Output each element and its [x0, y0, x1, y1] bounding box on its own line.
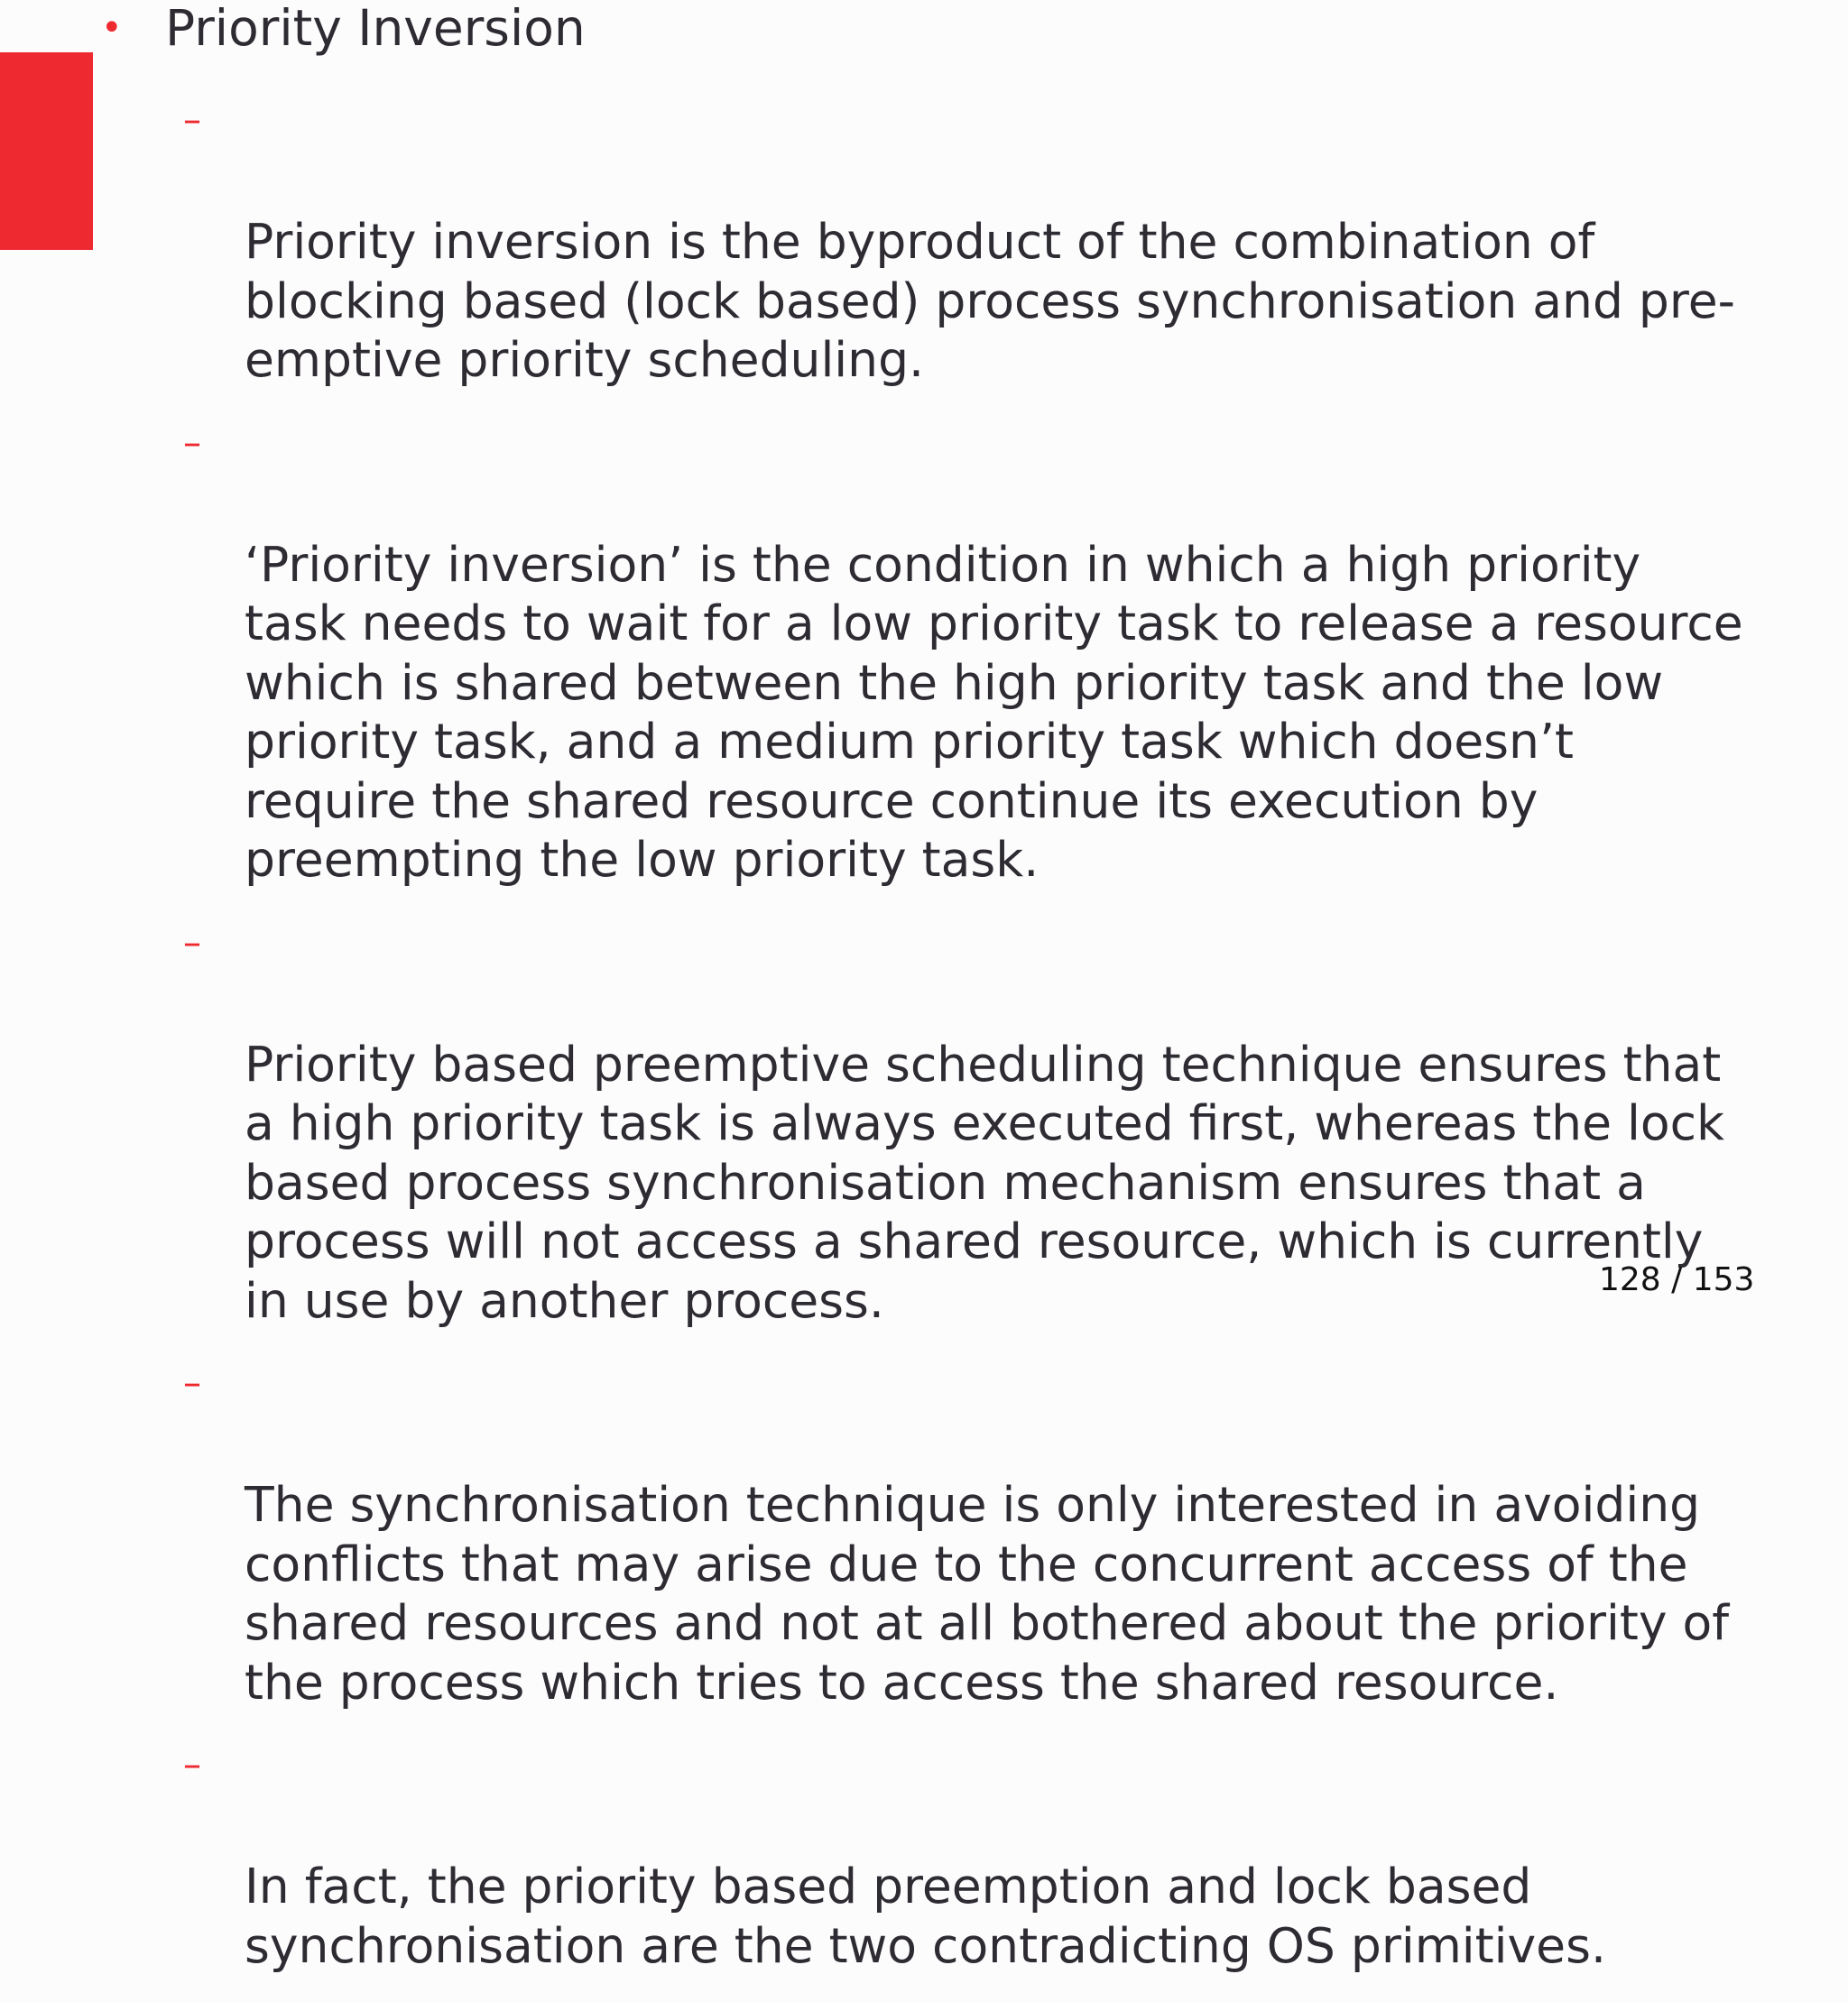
sub-point-text: In fact, the priority based preemption and lock based synchronisation are the two contradicting OS primitives. — [245, 1858, 1606, 1974]
sub-point — [0, 94, 1833, 390]
dash-marker: – — [183, 921, 201, 964]
sub-point-text: ‘Priority inversion’ is the condition in which a high priority task needs to wait for a low priority task to release a resource which is shared between the high priority task and the low priority task, and a medium priority task which doesn’t require the shared resource continue its execution by preempting the low priority task. — [245, 535, 1743, 888]
sub-point-list — [0, 94, 1848, 2002]
page-indicator: 128 / 153 — [1599, 1261, 1755, 1298]
sub-point — [0, 1357, 1833, 1711]
heading-row — [0, 0, 1848, 63]
slide-heading: Priority Inversion — [165, 0, 586, 57]
dash-marker: – — [183, 1744, 201, 1785]
dash-marker: – — [183, 99, 201, 141]
sub-point-text: Priority based preemptive scheduling technique ensures that a high priority task is always executed first, whereas the lock based process synchronisation mechanism ensures that a process will not access a shared resource, which is currently in use by another process. — [245, 1035, 1725, 1329]
sub-point — [0, 417, 1833, 890]
sub-point — [0, 917, 1833, 1331]
bullet-dot: • — [101, 7, 123, 49]
dash-marker: – — [183, 421, 201, 464]
sub-point-text: The synchronisation technique is only interested in avoiding conflicts that may arise due to the concurrent access of the shared resources and not at all bothered about the priority of the process which tries to access the shared resource. — [245, 1476, 1730, 1711]
sub-point — [0, 1739, 1833, 1975]
dash-marker: – — [183, 1362, 201, 1404]
sub-point-text: Priority inversion is the byproduct of the combination of blocking based (lock based) process synchronisation and pre- emptive priority scheduling. — [245, 213, 1735, 388]
